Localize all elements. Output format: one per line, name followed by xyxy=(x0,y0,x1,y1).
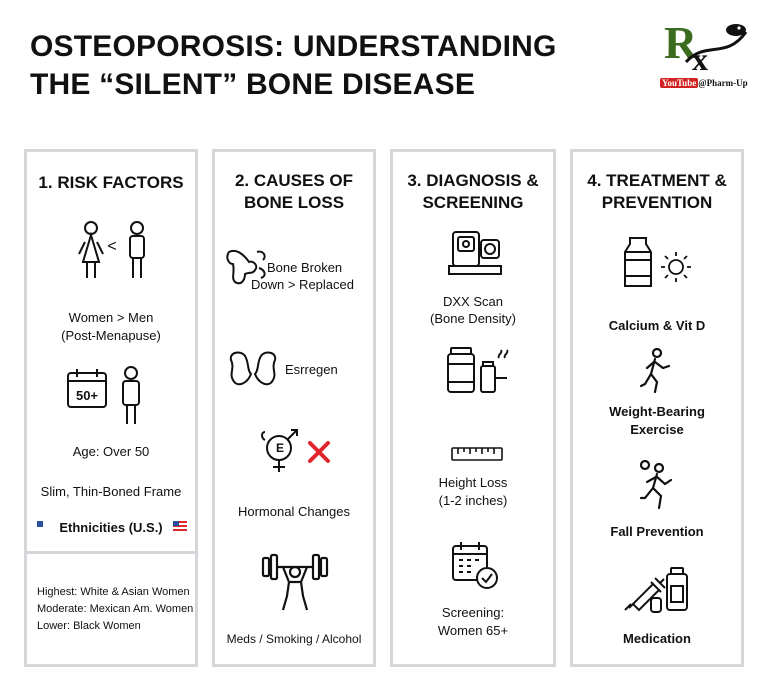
ethnicity-highest: Highest: White & Asian Women xyxy=(37,586,190,598)
dxx-scan: DXX Scan xyxy=(443,294,503,309)
column-heading xyxy=(215,170,373,214)
rx-logo-icon xyxy=(656,10,756,110)
milk-carton-icon xyxy=(623,236,653,288)
ethnicity-divider xyxy=(27,551,195,554)
youtube-icon: YouTube xyxy=(662,78,697,88)
screening-label: Screening: xyxy=(441,605,505,620)
column-heading: 1. RISK FACTORS xyxy=(38,173,184,192)
heading-line-2: BONE LOSS xyxy=(243,193,345,212)
weightlifter-icon xyxy=(261,552,329,614)
person-icon xyxy=(119,366,143,426)
frame-factor: Slim, Thin-Boned Frame xyxy=(40,484,182,499)
medication: Medication xyxy=(623,631,691,646)
column-treatment xyxy=(570,149,744,667)
channel-handle: @Pharm-Up xyxy=(698,78,748,88)
svg-text:x: x xyxy=(692,41,708,77)
syringe-vial-icon xyxy=(621,564,695,614)
calendar-label: 50+ xyxy=(75,388,99,403)
heading-line-1: 3. DIAGNOSIS & xyxy=(407,171,539,190)
gender-main: Women > Men xyxy=(68,310,154,325)
column-diagnosis xyxy=(390,149,556,667)
page-title xyxy=(30,28,557,104)
bone-breakdown-line-2: Down > Replaced xyxy=(251,277,354,292)
flag-icon xyxy=(37,521,51,531)
red-x-icon xyxy=(307,440,331,464)
column-heading xyxy=(573,170,741,214)
us-flag-icon xyxy=(173,521,187,531)
heading-line-2: SCREENING xyxy=(422,193,524,212)
ethnicities-heading: Ethnicities (U.S.) xyxy=(59,520,163,535)
ethnicity-lower: Lower: Black Women xyxy=(37,620,141,632)
svg-text:R: R xyxy=(664,17,698,68)
gender-sub: (Post-Menapuse) xyxy=(61,328,161,343)
column-causes xyxy=(212,149,376,667)
title-line-1: OSTEOPOROSIS: UNDERSTANDING xyxy=(30,30,557,63)
column-heading xyxy=(393,170,553,214)
exercise-line-2: Exercise xyxy=(630,422,684,437)
bone-breakdown-line-1: Bone Broken xyxy=(267,260,343,275)
calendar-check-icon xyxy=(449,540,501,592)
logo-caption xyxy=(660,78,760,88)
hormonal-changes: Hormonal Changes xyxy=(237,504,350,519)
less-than-sign: < xyxy=(107,238,117,255)
heading-line-2: PREVENTION xyxy=(601,193,713,212)
screening-women: Women 65+ xyxy=(437,623,509,638)
meds-smoking-alcohol: Meds / Smoking / Alcohol xyxy=(226,632,362,646)
ruler-icon xyxy=(451,447,503,461)
bone-density: (Bone Density) xyxy=(430,311,516,326)
exercise-line-1: Weight-Bearing xyxy=(609,404,705,419)
heading-line-1: 4. TREATMENT & xyxy=(587,171,727,190)
ethnicity-moderate: Moderate: Mexican Am. Women xyxy=(37,603,194,615)
calcium-vitd: Calcium & Vit D xyxy=(608,318,706,333)
height-loss-range: (1-2 inches) xyxy=(438,493,508,508)
hormone-symbol: E xyxy=(275,441,284,455)
walking-person-icon xyxy=(639,348,673,394)
running-person-icon xyxy=(639,460,675,510)
heading-line-1: 2. CAUSES OF xyxy=(234,171,354,190)
column-risk-factors xyxy=(24,149,198,667)
estrogen-label: Esrregen xyxy=(285,362,338,377)
age-factor: Age: Over 50 xyxy=(72,444,150,459)
fall-prevention: Fall Prevention xyxy=(610,524,704,539)
height-loss: Height Loss xyxy=(438,475,508,490)
sun-icon xyxy=(659,250,693,284)
ovaries-icon xyxy=(227,348,279,392)
medicine-bottles-icon xyxy=(445,344,509,396)
dxa-scanner-icon xyxy=(447,228,503,278)
title-line-2: THE “SILENT” BONE DISEASE xyxy=(30,68,476,101)
